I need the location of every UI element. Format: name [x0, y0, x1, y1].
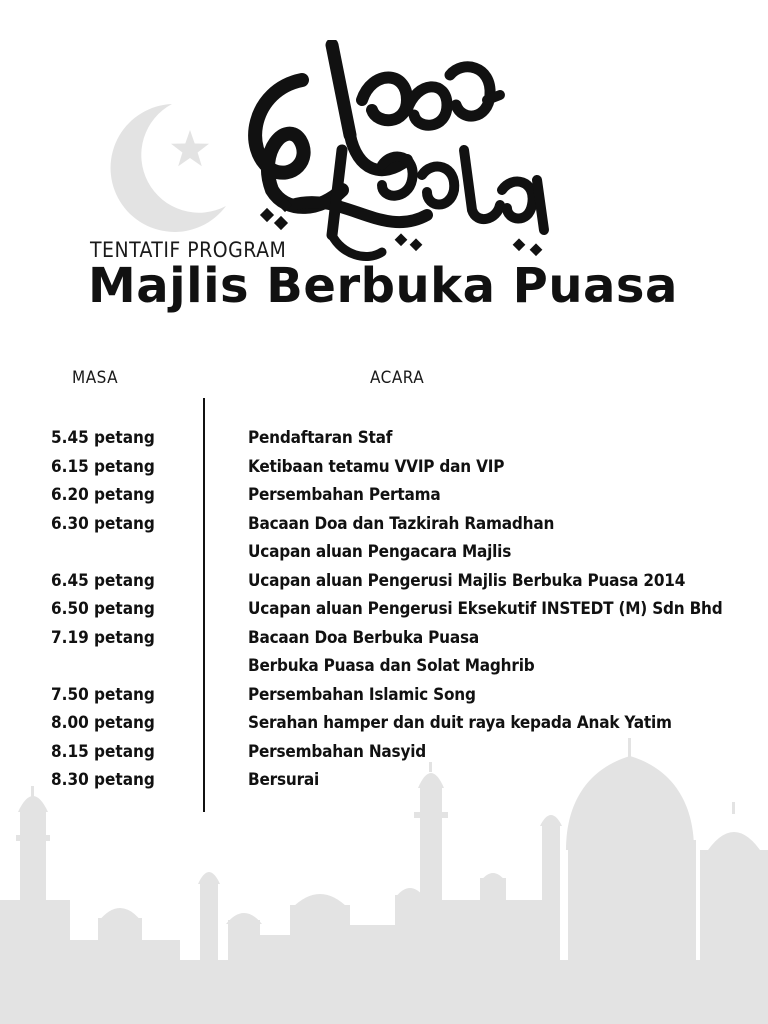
- row-time: 6.15 petang: [51, 456, 155, 477]
- row-event: Bacaan Doa dan Tazkirah Ramadhan: [248, 513, 555, 534]
- schedule-row: [0, 595, 768, 624]
- column-header-time: MASA: [72, 368, 119, 388]
- crescent-star-icon: [111, 104, 226, 232]
- row-event: Persembahan Islamic Song: [248, 684, 476, 705]
- schedule-row: [0, 652, 768, 681]
- row-event: Ucapan aluan Pengerusi Eksekutif INSTEDT (M) Sdn Bhd: [248, 599, 723, 619]
- row-event: Bersurai: [248, 770, 320, 790]
- row-time: 8.00 petang: [51, 713, 155, 733]
- schedule-row: [0, 453, 768, 482]
- row-time: 8.30 petang: [51, 770, 155, 790]
- schedule-row: [0, 709, 768, 738]
- salam-ramadhan-calligraphy: [232, 40, 562, 265]
- row-event: Bacaan Doa Berbuka Puasa: [248, 627, 479, 648]
- row-time: 6.50 petang: [51, 599, 155, 619]
- row-event: Serahan hamper dan duit raya kepada Anak Yatim: [248, 713, 672, 733]
- row-time: 6.45 petang: [51, 570, 155, 591]
- schedule-row: [0, 681, 768, 710]
- schedule-row: [0, 481, 768, 510]
- row-event: Pendaftaran Staf: [248, 428, 393, 448]
- row-event: Ucapan aluan Pengerusi Majlis Berbuka Puasa 2014: [248, 570, 686, 591]
- row-time: 5.45 petang: [51, 428, 155, 448]
- row-time: 8.15 petang: [51, 741, 155, 762]
- schedule-row: [0, 538, 768, 567]
- page-title: Majlis Berbuka Puasa: [88, 258, 678, 314]
- schedule-row: [0, 567, 768, 596]
- column-header-event: ACARA: [370, 368, 425, 388]
- row-time: 7.19 petang: [51, 627, 155, 648]
- schedule-row: [0, 624, 768, 653]
- row-event: Berbuka Puasa dan Solat Maghrib: [248, 656, 535, 676]
- row-time: 7.50 petang: [51, 684, 155, 705]
- schedule-row: [0, 424, 768, 453]
- schedule-row: [0, 766, 768, 795]
- schedule-row: [0, 510, 768, 539]
- row-event: Persembahan Pertama: [248, 485, 441, 505]
- row-event: Ucapan aluan Pengacara Majlis: [248, 542, 512, 562]
- row-event: Ketibaan tetamu VVIP dan VIP: [248, 456, 505, 477]
- schedule-table: [0, 424, 768, 795]
- schedule-row: [0, 738, 768, 767]
- pre-title: TENTATIF PROGRAM: [90, 238, 287, 262]
- row-time: 6.20 petang: [51, 485, 155, 505]
- row-time: 6.30 petang: [51, 513, 155, 534]
- row-event: Persembahan Nasyid: [248, 741, 427, 762]
